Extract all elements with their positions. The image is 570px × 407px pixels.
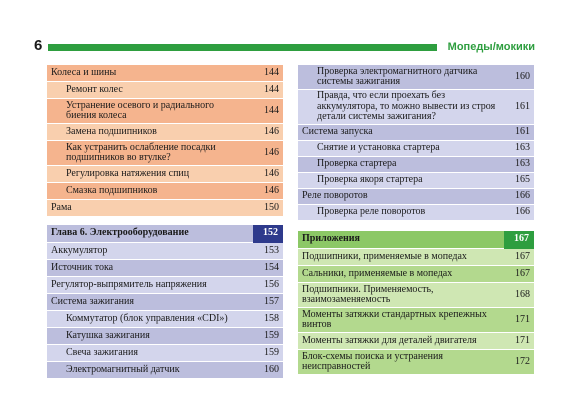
toc-entry-title: Колеса и шины [51,66,117,78]
toc-entry[interactable] [298,125,534,141]
toc-entry-title: Подшипники. Применяемость, взаимозаменяемость [302,283,434,305]
toc-entry-title: Замена подшипников [66,125,157,137]
toc-entry[interactable] [47,362,283,379]
toc-entry-page: 166 [515,206,530,218]
appendix-page: 167 [504,231,534,249]
toc-entry-title: Катушка зажигания [66,329,150,341]
chapter-title: Глава 6. Электрооборудование [51,227,189,239]
chapter-page: 152 [253,225,283,243]
toc-entry-page: 159 [264,329,279,341]
toc-entry[interactable] [47,243,283,260]
chapter-heading[interactable] [47,225,283,243]
toc-left-column [47,65,283,379]
book-title: Мопеды/мокики [447,41,535,53]
toc-entry-title: Коммутатор (блок управления «CDI») [66,312,228,324]
toc-entry[interactable] [47,166,283,183]
toc-entry[interactable] [298,283,534,308]
toc-entry-title: Источник тока [51,261,114,273]
toc-entry[interactable] [298,90,534,125]
appendix-title: Приложения [302,233,360,245]
toc-entry[interactable] [47,200,283,217]
toc-entry-page: 166 [515,190,530,202]
toc-entry-page: 150 [264,201,279,213]
toc-entry-page: 156 [264,278,279,290]
toc-entry-title: Рама [51,201,72,213]
toc-entry[interactable] [298,205,534,221]
header-rule [48,44,437,51]
toc-entry-title: Проверка реле поворотов [317,206,426,218]
toc-entry-page: 163 [515,142,530,154]
toc-entry-page: 158 [264,312,279,324]
toc-entry-page: 154 [264,261,279,273]
toc-entry[interactable] [298,189,534,205]
toc-entry-page: 144 [264,66,279,78]
toc-entry-title: Регулировка натяжения спиц [66,167,190,179]
toc-entry-page: 157 [264,295,279,307]
toc-entry-title: Регулятор-выпрямитель напряжения [51,278,207,290]
toc-entry-page: 161 [515,100,530,112]
toc-entry[interactable] [47,124,283,141]
toc-entry-page: 144 [264,83,279,95]
toc-entry-title: Реле поворотов [302,190,368,202]
toc-right-column [298,65,534,375]
toc-entry-page: 167 [515,250,530,262]
toc-entry[interactable] [47,260,283,277]
toc-entry[interactable] [298,141,534,157]
toc-entry[interactable] [298,350,534,375]
toc-entry[interactable] [47,141,283,166]
toc-entry-title: Устранение осевого и радиального биения колеса [66,99,214,121]
toc-entry-title: Проверка стартера [317,158,397,170]
toc-entry-page: 153 [264,244,279,256]
toc-entry-title: Проверка электромагнитного датчика системы зажигания [317,65,478,87]
toc-entry-title: Свеча зажигания [66,346,138,358]
toc-entry-title: Правда, что если проехать без аккумулятора, то можно вывести из строя детали системы зажигания? [317,90,496,123]
toc-entry-title: Аккумулятор [51,244,108,256]
toc-entry-page: 160 [515,70,530,82]
toc-entry-page: 171 [515,313,530,325]
toc-entry-page: 171 [515,334,530,346]
toc-entry-title: Моменты затяжки стандартных крепежных винтов [302,308,487,330]
toc-entry-title: Ремонт колес [66,83,123,95]
page-number: 6 [34,37,43,54]
toc-entry[interactable] [47,345,283,362]
toc-entry[interactable] [298,266,534,283]
toc-entry-page: 146 [264,167,279,179]
toc-entry-title: Электромагнитный датчик [66,363,180,375]
toc-entry-title: Снятие и установка стартера [317,142,440,154]
toc-entry-title: Моменты затяжки для деталей двигателя [302,334,477,346]
toc-entry-page: 146 [264,125,279,137]
toc-entry-page: 167 [515,267,530,279]
toc-entry-page: 159 [264,346,279,358]
toc-entry-title: Сальники, применяемые в мопедах [302,267,453,279]
toc-entry[interactable] [47,183,283,200]
toc-entry-page: 144 [264,104,279,116]
toc-entry-page: 172 [515,355,530,367]
toc-entry[interactable] [298,308,534,333]
toc-entry[interactable] [298,157,534,173]
toc-entry[interactable] [47,82,283,99]
toc-entry[interactable] [47,65,283,82]
toc-entry[interactable] [47,328,283,345]
toc-entry[interactable] [47,277,283,294]
toc-entry[interactable] [47,311,283,328]
toc-entry-page: 146 [264,146,279,158]
toc-entry-page: 165 [515,174,530,186]
toc-entry-title: Смазка подшипников [66,184,158,196]
toc-entry-page: 168 [515,288,530,300]
toc-entry[interactable] [47,294,283,311]
toc-entry-page: 146 [264,184,279,196]
toc-entry-title: Система запуска [302,126,373,138]
toc-entry-title: Проверка якоря стартера [317,174,423,186]
toc-entry[interactable] [298,65,534,90]
toc-entry[interactable] [298,249,534,266]
toc-entry-page: 161 [515,126,530,138]
toc-entry-page: 160 [264,363,279,375]
toc-entry[interactable] [298,173,534,189]
appendix-heading[interactable] [298,231,534,249]
toc-entry-title: Подшипники, применяемые в мопедах [302,250,467,262]
toc-entry[interactable] [298,333,534,350]
toc-entry-title: Система зажигания [51,295,134,307]
toc-entry-page: 163 [515,158,530,170]
toc-entry-title: Как устранить ослабление посадки подшипников во втулке? [66,141,216,163]
toc-entry[interactable] [47,99,283,124]
toc-entry-title: Блок-схемы поиска и устранения неисправностей [302,350,443,372]
